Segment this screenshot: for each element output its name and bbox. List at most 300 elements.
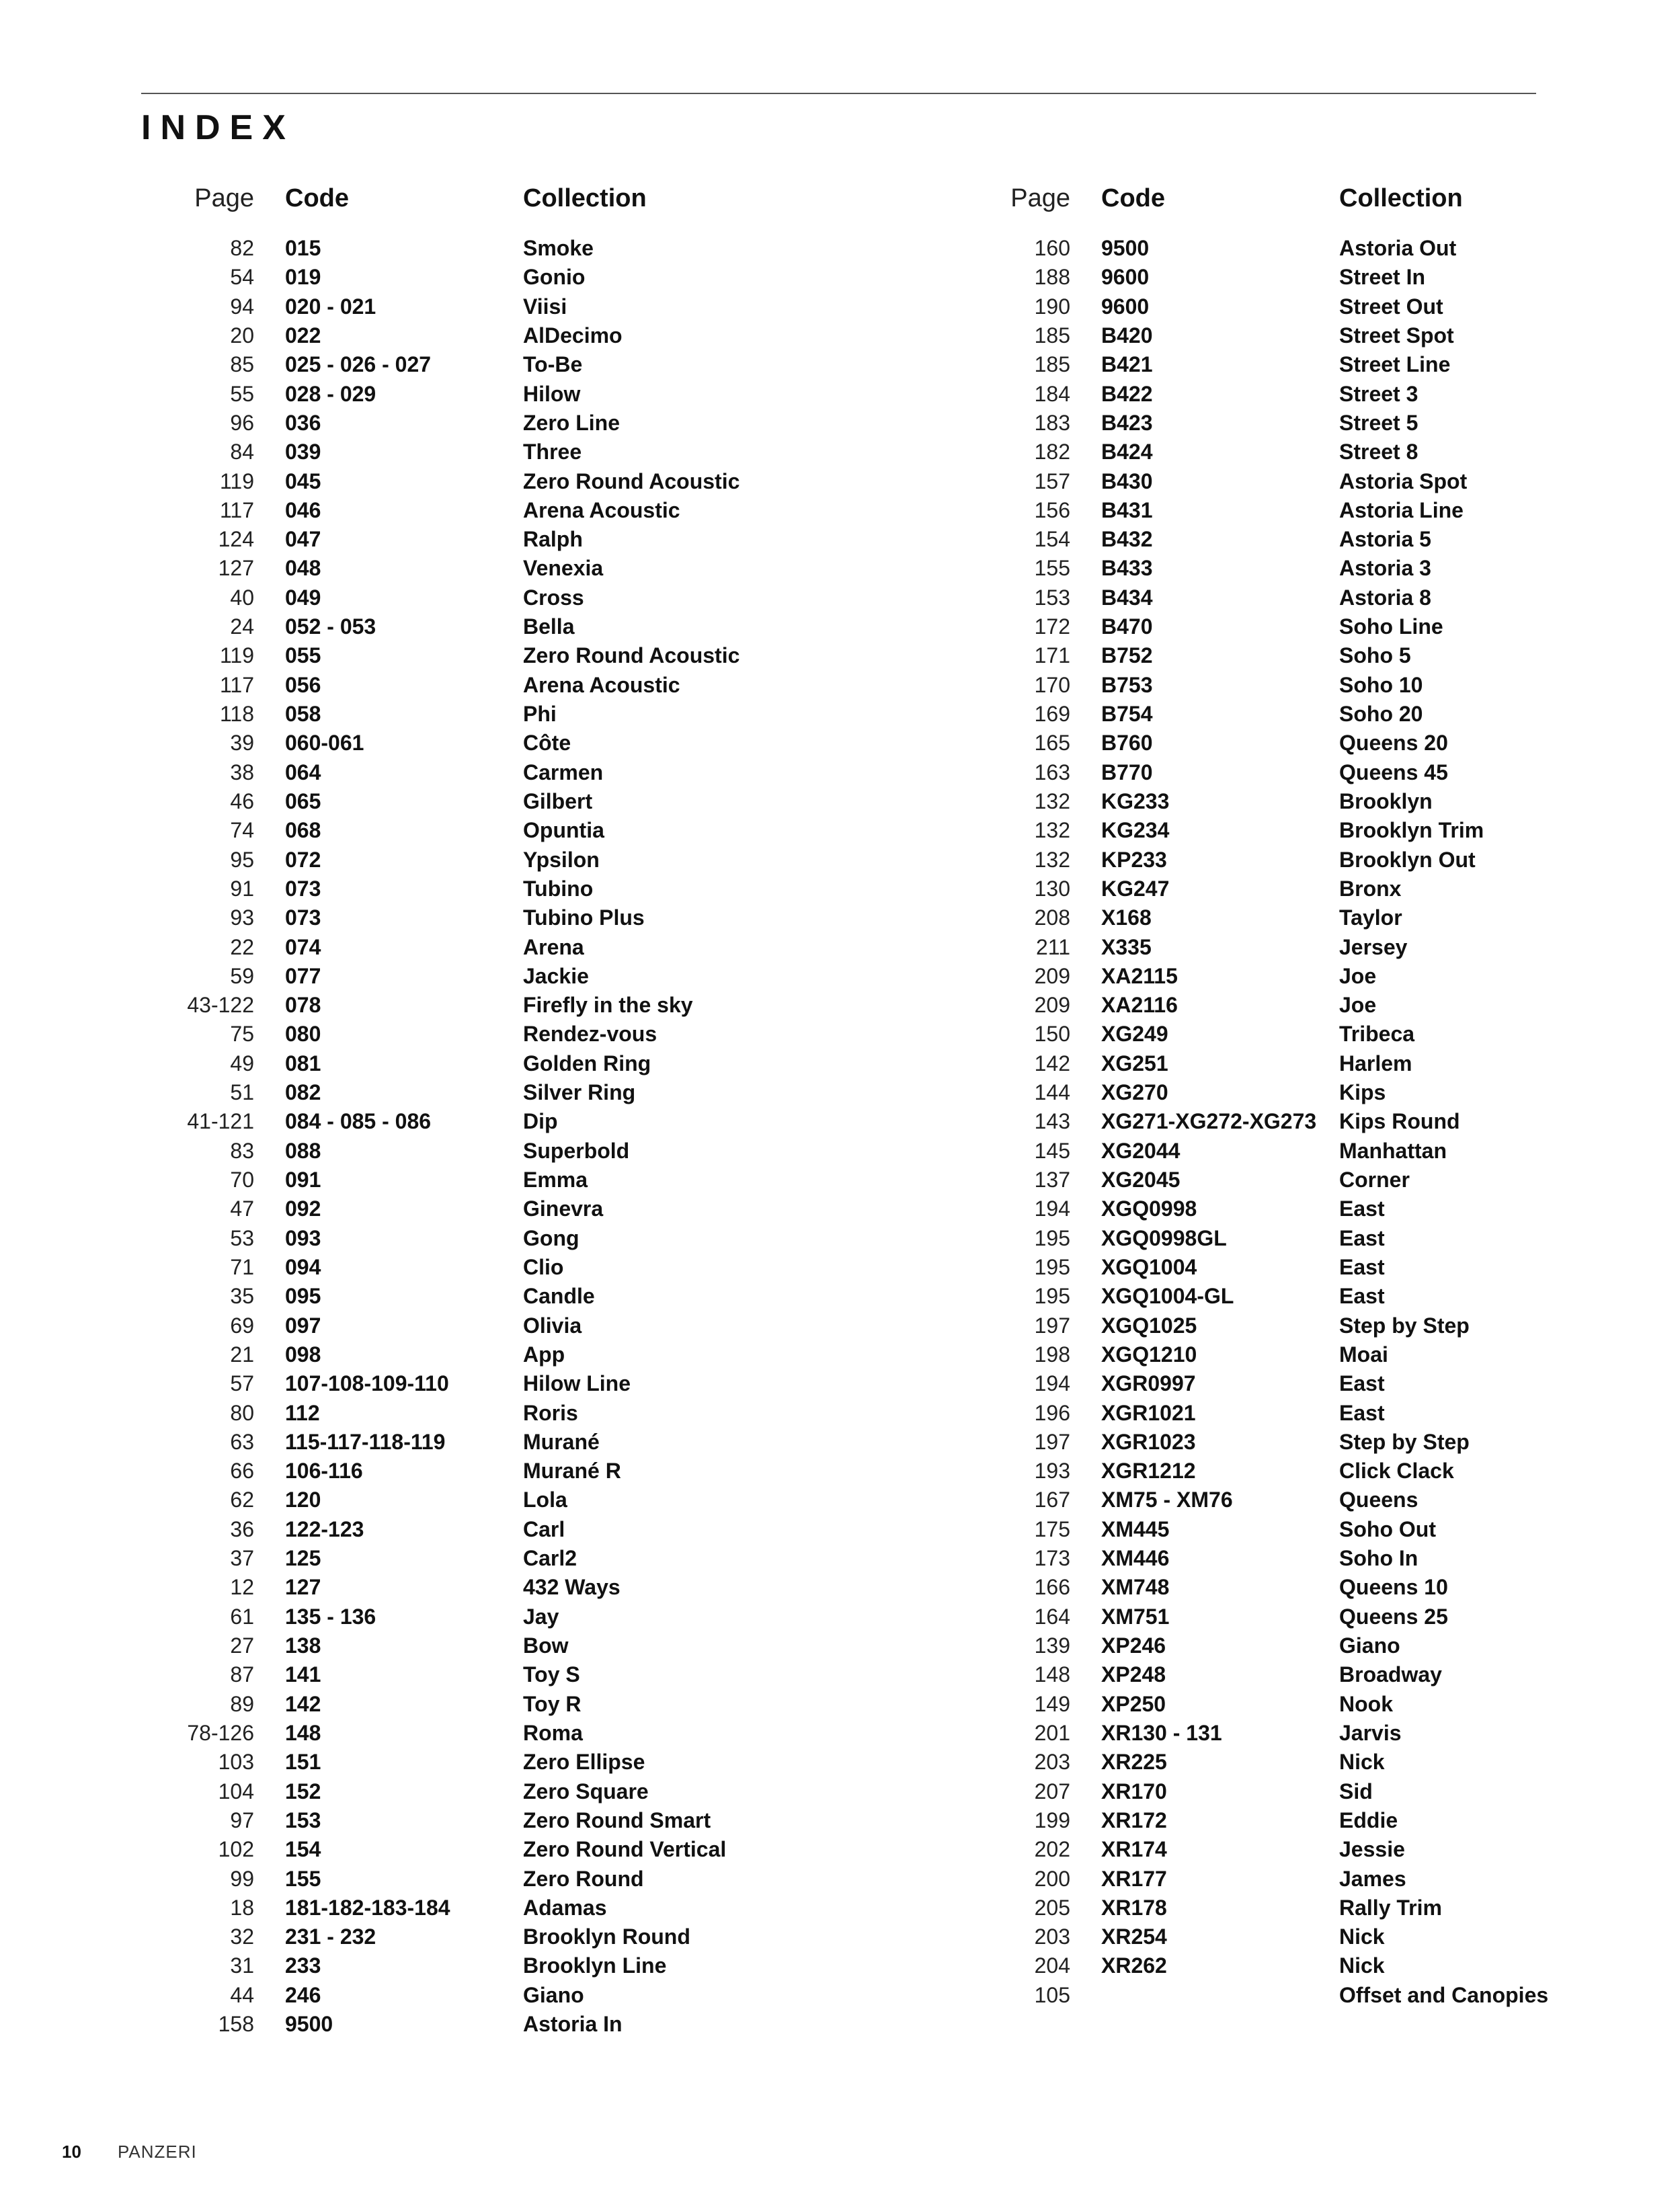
row-collection: Tubino Plus [523,905,645,930]
row-page: 194 [1034,1197,1070,1221]
row-collection: Astoria 8 [1339,585,1431,610]
row-collection: Jackie [523,963,589,988]
row-code: XM75 - XM76 [1101,1488,1233,1512]
row-collection: Gong [523,1225,579,1250]
row-collection: Soho 5 [1339,643,1411,668]
row-collection: Kips [1339,1080,1386,1105]
row-page: 96 [230,410,254,435]
row-page: 66 [230,1459,254,1484]
row-code: 154 [285,1837,321,1862]
row-collection: Taylor [1339,905,1402,930]
row-page: 82 [230,236,254,260]
row-code: XR172 [1101,1808,1167,1832]
row-code: XG271-XG272-XG273 [1101,1109,1317,1134]
row-page: 202 [1034,1837,1070,1862]
row-code: XP246 [1101,1633,1166,1658]
row-collection: Brooklyn [1339,788,1433,813]
row-collection: Ralph [523,527,583,552]
row-collection: Soho In [1339,1546,1418,1571]
row-code: XGR0997 [1101,1371,1196,1396]
row-page: 203 [1034,1750,1070,1775]
row-code: 072 [285,847,321,872]
row-code: 092 [285,1197,321,1221]
row-code: 077 [285,963,321,988]
row-collection: Murané R [523,1459,621,1484]
row-page: 175 [1034,1516,1070,1541]
row-collection: Queens [1339,1488,1418,1512]
row-code: 074 [285,934,321,959]
row-code: XGR1021 [1101,1400,1196,1425]
row-page: 71 [230,1254,254,1279]
row-collection: Venexia [523,556,604,581]
row-collection: Dip [523,1109,558,1134]
row-code: 9600 [1101,265,1150,290]
row-page: 103 [218,1750,254,1775]
row-code: 231 - 232 [285,1924,376,1949]
row-collection: Côte [523,731,571,756]
row-code: 246 [285,1982,321,2007]
row-page: 185 [1034,323,1070,348]
row-page: 155 [1034,556,1070,581]
row-collection: Olivia [523,1313,582,1338]
row-code: XM748 [1101,1575,1170,1600]
row-collection: Nook [1339,1691,1393,1716]
row-code: 015 [285,236,321,260]
row-collection: To-Be [523,352,583,377]
row-page: 200 [1034,1866,1070,1891]
header-collection: Collection [523,184,647,212]
row-collection: Click Clack [1339,1459,1454,1484]
row-page: 153 [1034,585,1070,610]
row-collection: Phi [523,702,557,726]
row-page: 78-126 [187,1720,254,1745]
row-code: 073 [285,905,321,930]
row-page: 102 [218,1837,254,1862]
row-code: B753 [1101,672,1153,697]
row-collection: Gonio [523,265,586,290]
row-page: 39 [230,731,254,756]
row-code: 127 [285,1575,321,1600]
row-page: 204 [1034,1953,1070,1978]
row-collection: Hilow [523,381,581,406]
row-page: 51 [230,1080,254,1105]
row-collection: Clio [523,1254,564,1279]
row-page: 69 [230,1313,254,1338]
row-code: 056 [285,672,321,697]
row-page: 164 [1034,1604,1070,1629]
row-code: 125 [285,1546,321,1571]
row-page: 190 [1034,294,1070,319]
row-page: 59 [230,963,254,988]
row-page: 80 [230,1400,254,1425]
row-page: 44 [230,1982,254,2007]
row-code: 055 [285,643,321,668]
row-code: B754 [1101,702,1153,726]
row-collection: Zero Round Acoustic [523,469,740,493]
row-page: 53 [230,1225,254,1250]
row-page: 36 [230,1516,254,1541]
row-collection: Queens 10 [1339,1575,1448,1600]
row-page: 97 [230,1808,254,1832]
row-code: 135 - 136 [285,1604,376,1629]
row-collection: Street Line [1339,352,1451,377]
row-code: B752 [1101,643,1153,668]
row-collection: Murané [523,1429,600,1454]
row-collection: Rally Trim [1339,1895,1442,1920]
row-code: KG247 [1101,876,1170,901]
row-collection: Zero Round Vertical [523,1837,727,1862]
row-collection: Tribeca [1339,1022,1415,1047]
row-code: XR262 [1101,1953,1167,1978]
row-collection: Viisi [523,294,567,319]
row-collection: East [1339,1400,1385,1425]
brand-name: PANZERI [118,2142,197,2162]
row-collection: Queens 45 [1339,760,1448,784]
row-page: 61 [230,1604,254,1629]
row-collection: Brooklyn Out [1339,847,1476,872]
row-collection: East [1339,1284,1385,1309]
row-code: 098 [285,1342,321,1367]
row-collection: Kips Round [1339,1109,1460,1134]
row-page: 197 [1034,1429,1070,1454]
row-page: 127 [218,556,254,581]
row-code: 233 [285,1953,321,1978]
header-page: Page [194,184,254,212]
row-code: 122-123 [285,1516,364,1541]
row-collection: Brooklyn Line [523,1953,667,1978]
row-code: B434 [1101,585,1153,610]
row-page: 173 [1034,1546,1070,1571]
row-collection: Queens 25 [1339,1604,1448,1629]
row-collection: Arena Acoustic [523,672,680,697]
row-code: 073 [285,876,321,901]
row-collection: Joe [1339,993,1377,1018]
row-code: 065 [285,788,321,813]
row-page: 139 [1034,1633,1070,1658]
row-code: XP248 [1101,1662,1166,1687]
row-page: 21 [230,1342,254,1367]
row-code: XGQ0998 [1101,1197,1197,1221]
row-collection: Astoria 3 [1339,556,1431,581]
row-collection: Astoria Out [1339,236,1457,260]
row-code: 025 - 026 - 027 [285,352,432,377]
row-code: XR178 [1101,1895,1167,1920]
row-collection: Toy R [523,1691,582,1716]
row-page: 143 [1034,1109,1070,1134]
row-page: 104 [218,1779,254,1803]
row-page: 183 [1034,410,1070,435]
row-collection: Jersey [1339,934,1408,959]
row-code: 082 [285,1080,321,1105]
row-collection: Zero Line [523,410,621,435]
row-code: XM446 [1101,1546,1170,1571]
row-collection: App [523,1342,565,1367]
row-code: XM445 [1101,1516,1170,1541]
row-collection: Eddie [1339,1808,1398,1832]
row-code: 141 [285,1662,321,1687]
row-code: 052 - 053 [285,614,376,639]
row-code: B431 [1101,497,1153,522]
row-collection: Cross [523,585,584,610]
row-code: 9600 [1101,294,1150,319]
row-collection: Silver Ring [523,1080,636,1105]
row-page: 167 [1034,1488,1070,1512]
row-page: 40 [230,585,254,610]
row-collection: Golden Ring [523,1051,651,1076]
row-collection: Brooklyn Trim [1339,818,1484,843]
row-page: 201 [1034,1720,1070,1745]
row-collection: Tubino [523,876,594,901]
row-code: 049 [285,585,321,610]
row-page: 165 [1034,731,1070,756]
row-page: 208 [1034,905,1070,930]
row-code: X335 [1101,934,1152,959]
row-collection: Carmen [523,760,604,784]
header-code: Code [1101,184,1165,212]
row-code: 181-182-183-184 [285,1895,450,1920]
row-code: 152 [285,1779,321,1803]
row-page: 149 [1034,1691,1070,1716]
row-page: 182 [1034,440,1070,464]
row-collection: Corner [1339,1168,1410,1192]
row-code: 064 [285,760,321,784]
row-code: 036 [285,410,321,435]
row-code: XGQ1025 [1101,1313,1197,1338]
row-page: 31 [230,1953,254,1978]
row-page: 132 [1034,788,1070,813]
row-page: 119 [219,643,254,668]
row-code: XR130 - 131 [1101,1720,1222,1745]
row-collection: Zero Square [523,1779,649,1803]
row-collection: Jessie [1339,1837,1405,1862]
row-collection: Street Spot [1339,323,1454,348]
row-page: 195 [1034,1225,1070,1250]
row-page: 144 [1034,1080,1070,1105]
row-collection: Zero Ellipse [523,1750,645,1775]
row-collection: Roma [523,1720,583,1745]
row-collection: Brooklyn Round [523,1924,690,1949]
row-code: XR254 [1101,1924,1167,1949]
row-page: 24 [230,614,254,639]
row-collection: Arena Acoustic [523,497,680,522]
row-page: 157 [1034,469,1070,493]
row-collection: Manhattan [1339,1138,1447,1163]
row-page: 188 [1034,265,1070,290]
row-page: 148 [1034,1662,1070,1687]
row-page: 62 [230,1488,254,1512]
row-code: XG2044 [1101,1138,1181,1163]
row-collection: Zero Round [523,1866,644,1891]
row-code: KG234 [1101,818,1170,843]
row-page: 87 [230,1662,254,1687]
row-page: 89 [230,1691,254,1716]
row-page: 199 [1034,1808,1070,1832]
row-page: 193 [1034,1459,1070,1484]
row-code: XR177 [1101,1866,1167,1891]
row-code: XR225 [1101,1750,1167,1775]
row-collection: 432 Ways [523,1575,621,1600]
row-code: 112 [285,1400,320,1425]
row-page: 27 [230,1633,254,1658]
row-code: 048 [285,556,321,581]
row-code: 115-117-118-119 [285,1429,446,1454]
row-collection: East [1339,1225,1385,1250]
row-page: 41-121 [187,1109,254,1134]
row-page: 35 [230,1284,254,1309]
row-page: 22 [230,934,254,959]
row-collection: Arena [523,934,584,959]
row-collection: Nick [1339,1953,1385,1978]
row-collection: Soho 20 [1339,702,1423,726]
row-code: XG2045 [1101,1168,1181,1192]
row-code: 058 [285,702,321,726]
row-code: 046 [285,497,321,522]
row-page: 163 [1034,760,1070,784]
row-code: 138 [285,1633,321,1658]
row-collection: East [1339,1197,1385,1221]
row-collection: Step by Step [1339,1429,1470,1454]
row-collection: East [1339,1254,1385,1279]
row-collection: Nick [1339,1750,1385,1775]
row-page: 132 [1034,818,1070,843]
row-page: 197 [1034,1313,1070,1338]
row-code: 080 [285,1022,321,1047]
row-page: 209 [1034,993,1070,1018]
row-code: 107-108-109-110 [285,1371,449,1396]
row-code: XM751 [1101,1604,1170,1629]
header-page: Page [1010,184,1070,212]
row-page: 169 [1034,702,1070,726]
row-collection: Astoria Spot [1339,469,1468,493]
row-collection: Opuntia [523,818,604,843]
row-collection: Soho 10 [1339,672,1423,697]
row-page: 166 [1034,1575,1070,1600]
row-code: XG251 [1101,1051,1168,1076]
page-number: 10 [62,2142,81,2162]
row-code: 9500 [1101,236,1150,260]
row-page: 150 [1034,1022,1070,1047]
row-code: B470 [1101,614,1153,639]
top-rule [141,93,1536,94]
row-collection: Giano [1339,1633,1400,1658]
row-collection: James [1339,1866,1406,1891]
row-collection: AlDecimo [523,323,623,348]
row-page: 172 [1034,614,1070,639]
row-collection: Street 5 [1339,410,1418,435]
header-code: Code [285,184,349,212]
row-collection: Superbold [523,1138,630,1163]
row-code: 039 [285,440,321,464]
row-code: KP233 [1101,847,1167,872]
row-page: 196 [1034,1400,1070,1425]
row-code: XP250 [1101,1691,1166,1716]
row-collection: Bronx [1339,876,1402,901]
row-collection: Gilbert [523,788,593,813]
row-page: 43-122 [187,993,254,1018]
row-code: XA2115 [1101,963,1178,988]
row-collection: Carl2 [523,1546,577,1571]
row-code: B760 [1101,731,1153,756]
row-page: 184 [1034,381,1070,406]
row-collection: Ypsilon [523,847,600,872]
row-code: B421 [1101,352,1153,377]
row-collection: Bow [523,1633,569,1658]
row-page: 130 [1034,876,1070,901]
row-collection: Street 3 [1339,381,1418,406]
row-collection: Street 8 [1339,440,1418,464]
row-code: 084 - 085 - 086 [285,1109,432,1134]
row-page: 54 [230,265,254,290]
row-collection: Carl [523,1516,565,1541]
row-page: 75 [230,1022,254,1047]
row-collection: Candle [523,1284,595,1309]
row-page: 145 [1034,1138,1070,1163]
row-code: 091 [285,1168,321,1192]
row-collection: Offset and Canopies [1339,1982,1549,2007]
row-collection: Ginevra [523,1197,604,1221]
row-page: 37 [230,1546,254,1571]
row-code: 106-116 [285,1459,363,1484]
row-code: B770 [1101,760,1153,784]
row-collection: Soho Out [1339,1516,1436,1541]
row-collection: Hilow Line [523,1371,631,1396]
row-page: 132 [1034,847,1070,872]
row-page: 194 [1034,1371,1070,1396]
row-page: 32 [230,1924,254,1949]
row-page: 154 [1034,527,1070,552]
row-code: 028 - 029 [285,381,376,406]
row-page: 170 [1034,672,1070,697]
row-page: 211 [1035,934,1070,959]
row-code: 045 [285,469,321,493]
row-page: 46 [230,788,254,813]
row-code: B432 [1101,527,1153,552]
row-code: 120 [285,1488,321,1512]
row-code: KG233 [1101,788,1170,813]
row-page: 160 [1034,236,1070,260]
row-page: 171 [1034,643,1070,668]
row-collection: Toy S [523,1662,580,1687]
row-code: 148 [285,1720,321,1745]
row-collection: Step by Step [1339,1313,1470,1338]
row-page: 49 [230,1051,254,1076]
row-collection: Jay [523,1604,559,1629]
row-page: 85 [230,352,254,377]
row-code: 093 [285,1225,321,1250]
row-page: 55 [230,381,254,406]
row-code: XGQ0998GL [1101,1225,1227,1250]
row-code: 097 [285,1313,321,1338]
row-collection: East [1339,1371,1385,1396]
row-page: 47 [230,1197,254,1221]
row-page: 74 [230,818,254,843]
row-collection: Broadway [1339,1662,1442,1687]
row-page: 20 [230,323,254,348]
row-collection: Street Out [1339,294,1443,319]
row-code: X168 [1101,905,1152,930]
row-collection: Astoria Line [1339,497,1464,522]
row-code: 153 [285,1808,321,1832]
row-code: 088 [285,1138,321,1163]
row-collection: Smoke [523,236,594,260]
row-code: B422 [1101,381,1153,406]
row-page: 195 [1034,1254,1070,1279]
row-page: 203 [1034,1924,1070,1949]
row-collection: Jarvis [1339,1720,1402,1745]
row-collection: Astoria In [523,2012,623,2037]
row-collection: Three [523,440,582,464]
header-collection: Collection [1339,184,1463,212]
